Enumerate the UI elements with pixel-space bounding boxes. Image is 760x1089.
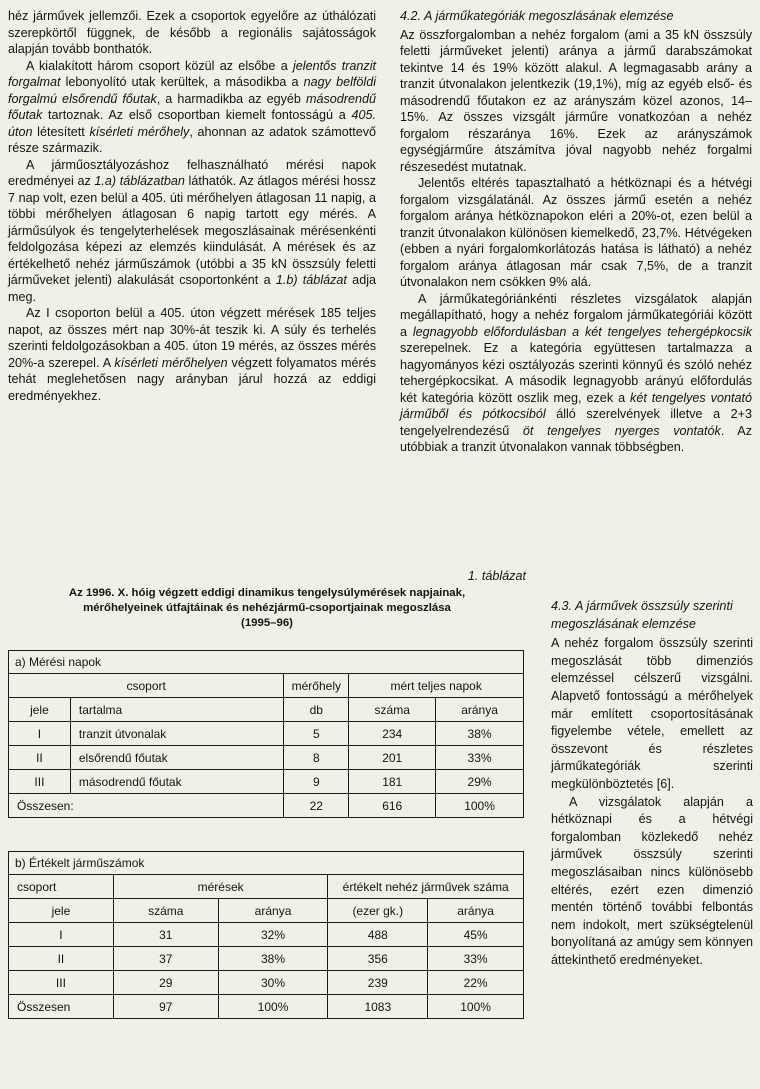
table-row bbox=[9, 947, 524, 971]
table-caption: 1. táblázat bbox=[467, 569, 526, 583]
table-cell: 32% bbox=[218, 923, 328, 947]
table-cell: 9 bbox=[284, 770, 349, 794]
header-cell: (ezer gk.) bbox=[328, 899, 428, 923]
table-row bbox=[9, 722, 524, 746]
section-label: a) Mérési napok bbox=[9, 651, 524, 674]
table-row bbox=[9, 770, 524, 794]
table-cell: elsőrendű főutak bbox=[70, 746, 283, 770]
table-total-row bbox=[9, 995, 524, 1019]
table-cell: 29% bbox=[436, 770, 524, 794]
table-cell: 22 bbox=[284, 794, 349, 818]
left-text-column bbox=[8, 8, 376, 404]
header-cell: jele bbox=[9, 698, 71, 722]
right-text-column bbox=[400, 8, 752, 456]
table-cell: III bbox=[9, 770, 71, 794]
header-cell: aránya bbox=[218, 899, 328, 923]
paragraph: A járműosztályozáshoz felhasználható mérési napok eredményei az 1.a) táblázatban láthatók. Az átlagos mérési hossz 7 nap volt, ezen belül a 405. úti mérőhelyen átlagosan 11 napig, a többi mérőhelyen átlagosan 6 napig tartott egy mérés. A járműsúlyok és tengelyterhelések megoszlásainak mérésenkénti feldolgozása képezi az elemzés kiindulását. A mérések és az értékelhető nehéz járműszámok (utóbbi a 35 kN összsúly feletti járműveket jelenti) alakulását csoportonként a 1.b) táblázat adja meg. bbox=[8, 157, 376, 304]
header-cell: száma bbox=[113, 899, 218, 923]
paragraph: A járműkategóriánkénti részletes vizsgálatok alapján megállapítható, hogy a nehéz forgalom járműkategóriái között a legnagyobb előfordulásban a két tengelyes tehergépkocsik szerepelnek. Ez a kategória együttesen tartalmazza a hagyományos kézi osztályozás szerinti könnyű és szóló nehéz tehergépkocsikat. A második legnagyobb arányú előfordulás két kategória között oszlik meg, ezek a két tengelyes vontató járműből és pótkocsiból álló szerelvények illetve a 2+3 tengelyelrendezésű öt tengelyes nyerges vontatók. Az utóbbiak a tranzit útvonalakon vannak többségben. bbox=[400, 291, 752, 454]
table-cell: I bbox=[9, 722, 71, 746]
paragraph: Jelentős eltérés tapasztalható a hétköznapi és a hétvégi forgalom vizsgálatánál. Az összes jármű esetén a nehéz forgalom aránya hétköznapokon eléri a 20%-ot, ezen belül a tranzit útvonalakon különösen kiemelkedő, 23,7%. Hétvégeken (ebben a nyári forgalomkorlátozás hatása is látható) a nehéz forgalom aránya átlagosan már csak 7,5%, de a tranzit útvonalakon nem csökken 9% alá. bbox=[400, 176, 752, 289]
paragraph: Az I csoporton belül a 405. úton végzett mérések 185 teljes napot, az összes mért nap 30%-át teszik ki. A súly és terhelés szerinti feldolgozásokban a 405. úton 19 mérés, az összes mérés 20%-a szerepel. A kísérleti mérőhelyen végzett folyamatos mérés tehát meglehetősen nagy arányban járul hozzá az eddigi eredményekhez. bbox=[8, 306, 376, 403]
table-row bbox=[9, 746, 524, 770]
table-total-row bbox=[9, 794, 524, 818]
table-cell: 100% bbox=[218, 995, 328, 1019]
header-cell: csoport bbox=[9, 875, 114, 899]
table-row bbox=[9, 923, 524, 947]
paragraph: Az összforgalomban a nehéz forgalom (ami a 35 kN összsúly feletti járműveket jelenti) aránya a jármű darabszámokat tekintve 14 és 19% között alakul. A legmagasabb arány a tranzit útvonalakon jelentkezik (19,1%), míg az egyéb első- és másodrendű főutakon ez az arányszám közel azonos, 14–15%. Az összes vizsgált járműre vonatkozóan a nehéz forgalom részaránya 16%. Ezek az arányszámok egységjárműre átszámítva jóval nagyobb nehéz forgalmi részesedést mutatnak. bbox=[400, 27, 752, 174]
header-cell: értékelt nehéz járművek száma bbox=[328, 875, 524, 899]
table-cell: 8 bbox=[284, 746, 349, 770]
table-cell: Összesen: bbox=[9, 794, 284, 818]
table-measurement-days bbox=[8, 650, 524, 818]
table-row bbox=[9, 971, 524, 995]
table-header-row bbox=[9, 875, 524, 899]
table-header-row bbox=[9, 698, 524, 722]
table-evaluated-vehicles bbox=[8, 851, 524, 1019]
table-cell: 5 bbox=[284, 722, 349, 746]
table-cell: 97 bbox=[113, 995, 218, 1019]
table-cell: 100% bbox=[428, 995, 524, 1019]
paragraph: A nehéz forgalom összsúly szerinti megoszlását több dimenziós elemzéssel célszerű vizsgálni. Alapvető fontosságú a mérőhelyek már említett csoportosításának figyelembe vétele, emellett az összevont és részletes járműkategóriák szerinti megkülönböztetés [6]. bbox=[551, 636, 753, 791]
table-section-row bbox=[9, 852, 524, 875]
header-cell: jele bbox=[9, 899, 114, 923]
table-cell: 38% bbox=[436, 722, 524, 746]
table-cell: III bbox=[9, 971, 114, 995]
table-header-row bbox=[9, 674, 524, 698]
table-cell: 22% bbox=[428, 971, 524, 995]
header-cell: aránya bbox=[436, 698, 524, 722]
section-heading: 4.3. A járművek összsúly szerinti megoszlásának elemzése bbox=[551, 599, 733, 631]
table-cell: II bbox=[9, 947, 114, 971]
table-cell: 616 bbox=[349, 794, 436, 818]
table-cell: 181 bbox=[349, 770, 436, 794]
table-cell: 100% bbox=[436, 794, 524, 818]
paragraph: A kialakított három csoport közül az elsőbe a jelentős tranzit forgalmat lebonyolító utak kerültek, a másodikba a nagy belföldi forgalmú elsőrendű főutak, a harmadikba az egyéb másodrendű főutak tartoznak. Az első csoportban kiemelt fontosságú a 405. úton létesített kísérleti mérőhely, ahonnan az adatok számottevő része származik. bbox=[8, 58, 377, 155]
table-cell: 1083 bbox=[328, 995, 428, 1019]
header-cell: mérések bbox=[113, 875, 328, 899]
header-cell: csoport bbox=[9, 674, 284, 698]
table-cell: 38% bbox=[218, 947, 328, 971]
paragraph: héz járművek jellemzői. Ezek a csoportok egyelőre az úthálózati szerepkörtől függnek, de később a regionális sajátosságok alapján tovább bonthatók. bbox=[8, 9, 376, 56]
table-cell: 33% bbox=[436, 746, 524, 770]
table-cell: II bbox=[9, 746, 71, 770]
side-text-column bbox=[551, 598, 753, 969]
table-cell: tranzit útvonalak bbox=[70, 722, 283, 746]
table-cell: 37 bbox=[113, 947, 218, 971]
paragraph: A vizsgálatok alapján a hétköznapi és a hétvégi forgalomban közlekedő nehéz járművek összsúly szerinti megoszlásaiban nincs különösebb eltérés, ezért ezen dimenzió mentén történő további felbontás nem indokolt, mert szükségtelenül bonyolítaná az amúgy sem könnyen áttekinthető eredményeket. bbox=[551, 794, 753, 967]
section-heading: 4.2. A járműkategóriák megoszlásának elemzése bbox=[400, 9, 674, 23]
table-cell: 488 bbox=[328, 923, 428, 947]
table-section-row bbox=[9, 651, 524, 674]
header-cell: száma bbox=[349, 698, 436, 722]
table-cell: I bbox=[9, 923, 114, 947]
header-cell: aránya bbox=[428, 899, 524, 923]
header-cell: mért teljes napok bbox=[349, 674, 524, 698]
table-cell: 33% bbox=[428, 947, 524, 971]
table-cell: másodrendű főutak bbox=[70, 770, 283, 794]
table-cell: Összesen bbox=[9, 995, 114, 1019]
table-header-row bbox=[9, 899, 524, 923]
table-title: Az 1996. X. hóig végzett eddigi dinamikus tengelysúlymérések napjainak, mérőhelyeinek útfajtáinak és nehézjármű-csoportjainak megoszlása (1995–96) bbox=[68, 587, 466, 629]
table-cell: 239 bbox=[328, 971, 428, 995]
header-cell: db bbox=[284, 698, 349, 722]
header-cell: tartalma bbox=[70, 698, 283, 722]
table-cell: 234 bbox=[349, 722, 436, 746]
table-cell: 201 bbox=[349, 746, 436, 770]
table-cell: 31 bbox=[113, 923, 218, 947]
table-cell: 356 bbox=[328, 947, 428, 971]
table-cell: 29 bbox=[113, 971, 218, 995]
table-cell: 45% bbox=[428, 923, 524, 947]
header-cell: mérőhely bbox=[284, 674, 349, 698]
table-cell: 30% bbox=[218, 971, 328, 995]
section-label: b) Értékelt járműszámok bbox=[9, 852, 524, 875]
